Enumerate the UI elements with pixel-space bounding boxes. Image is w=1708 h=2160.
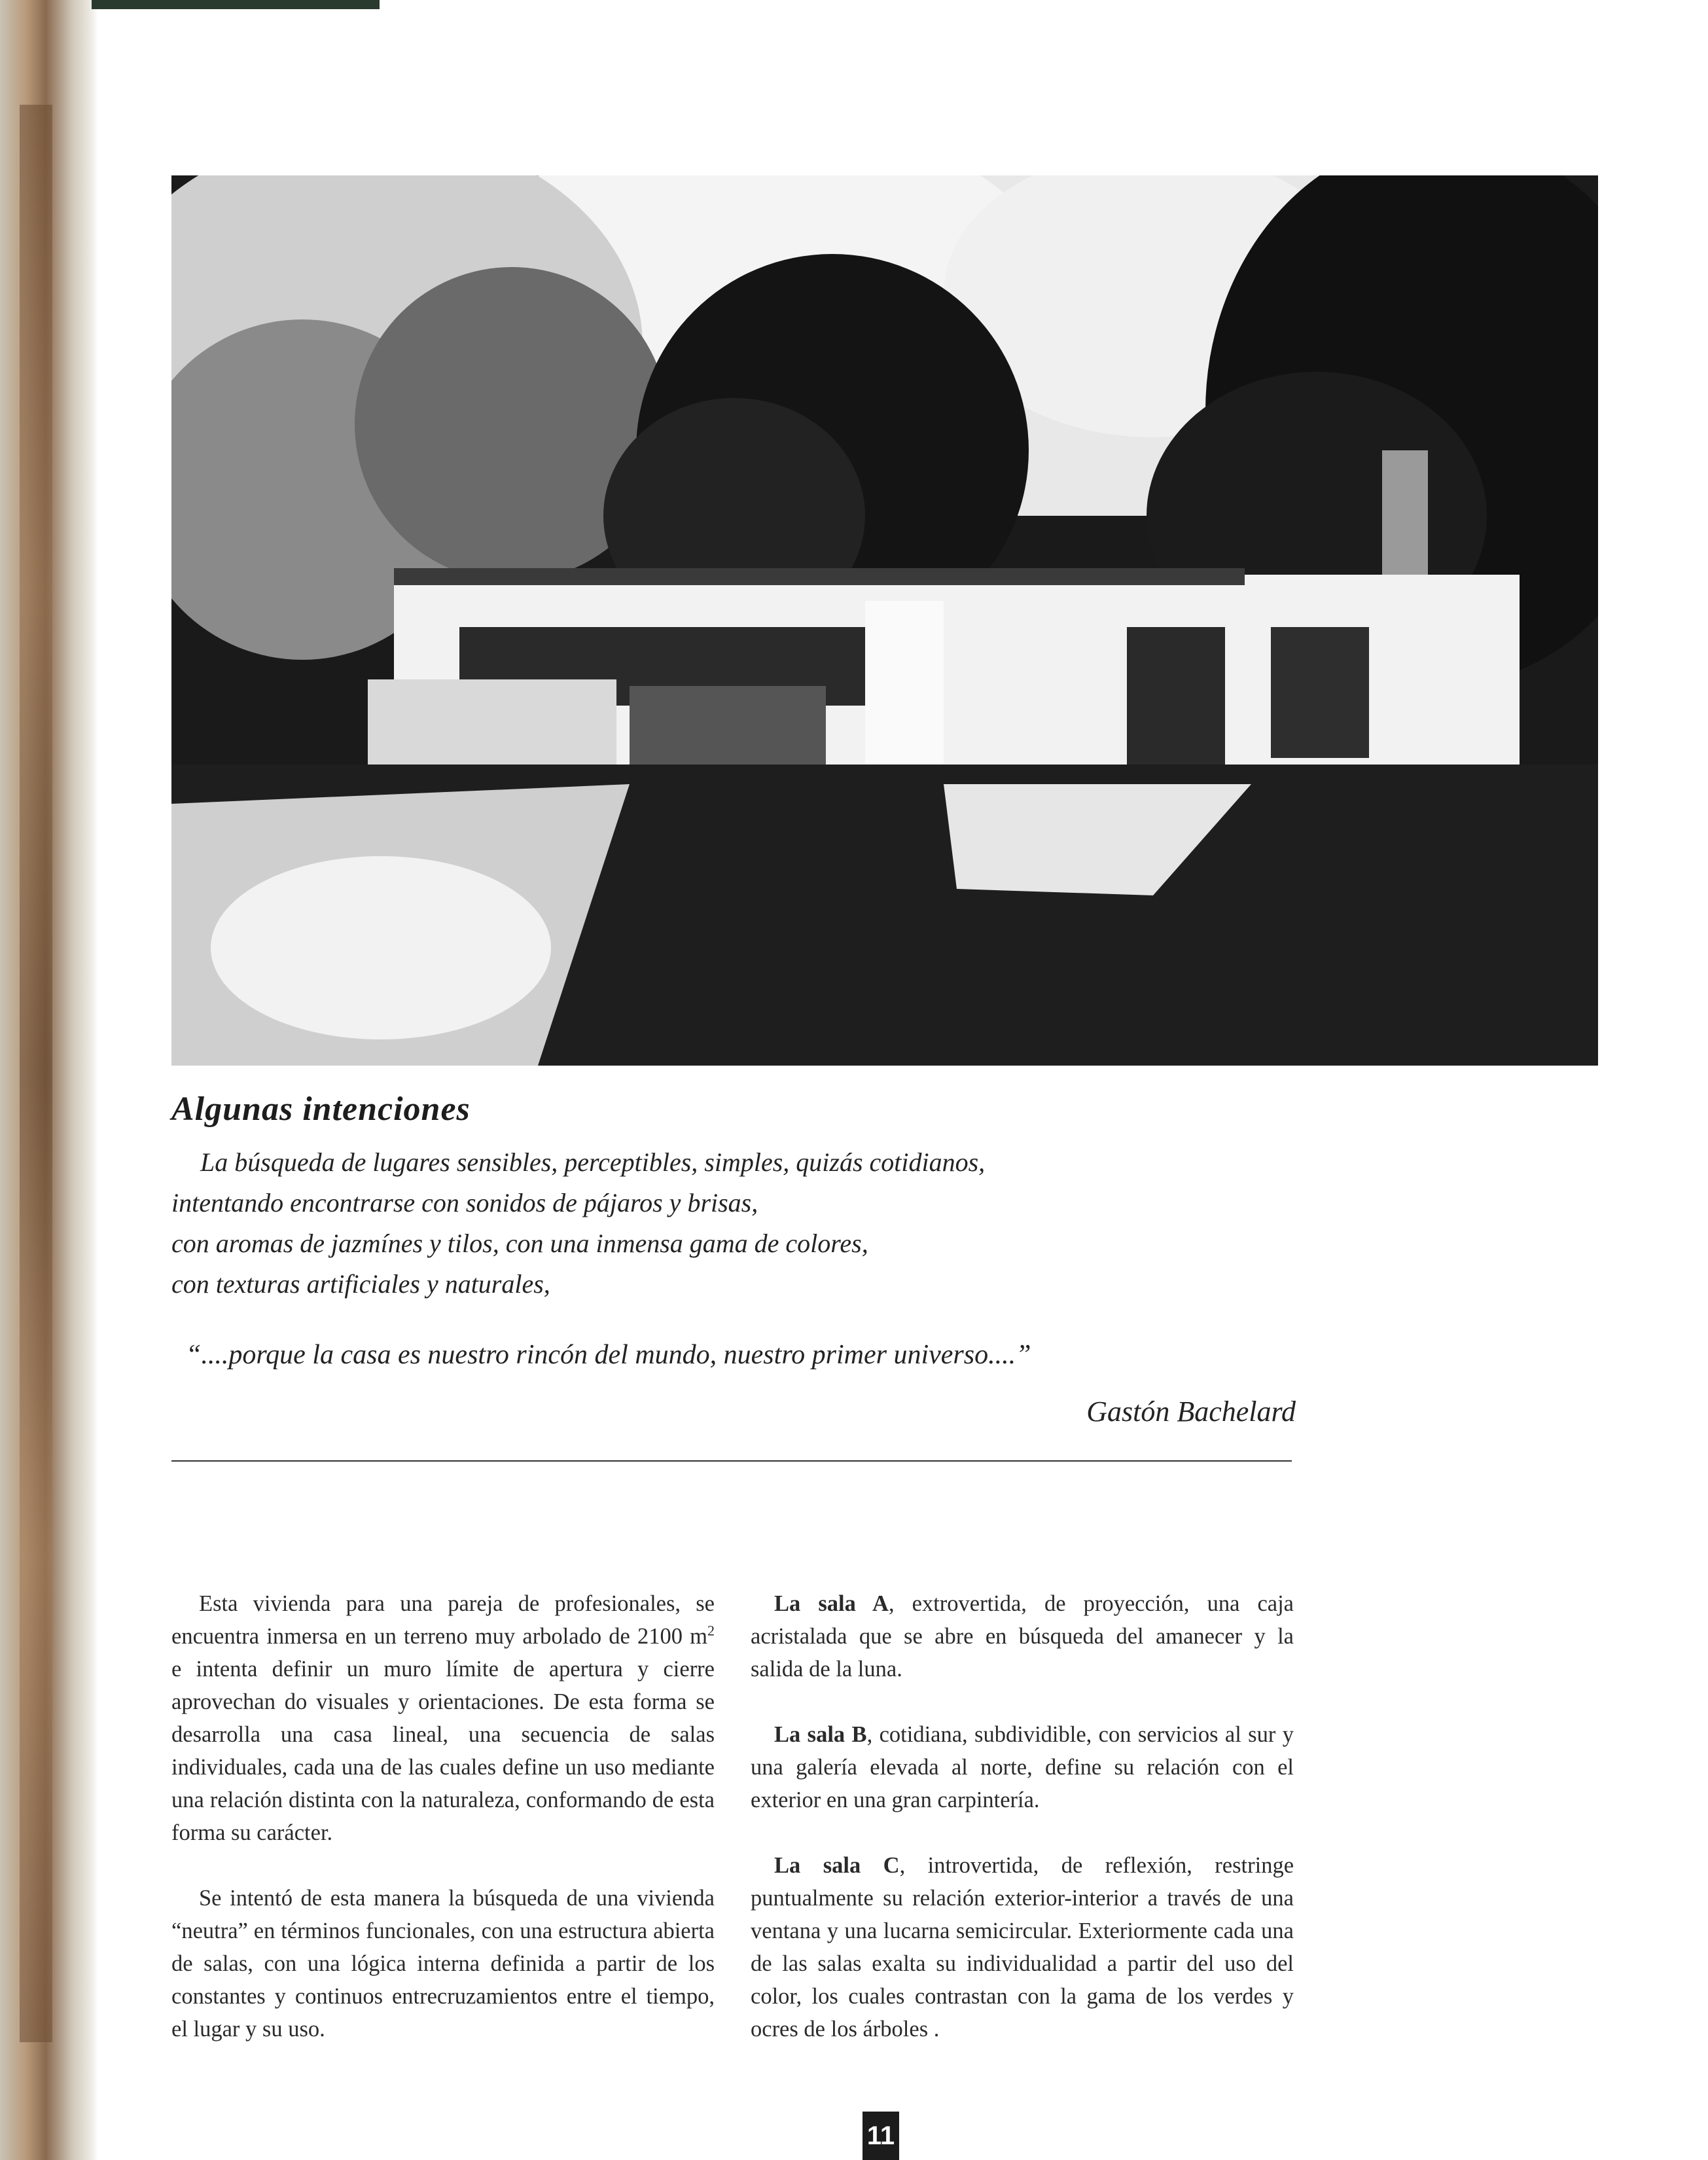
poem-line: La búsqueda de lugares sensibles, perceptibles, simples, quizás cotidianos,: [200, 1147, 986, 1177]
body-text: , cotidiana, subdividible, con servicios al sur y una galería elevada al norte, define su relación con el exterior en una gran carpintería.: [751, 1722, 1294, 1812]
page-number: 11: [863, 2112, 899, 2160]
right-text-column: [751, 1587, 1294, 2045]
body-text: , extrovertida, de proyección, una caja acristalada que se abre en búsqueda del amanecer y la salida de la luna.: [751, 1591, 1294, 1682]
top-color-mark: [92, 0, 380, 9]
bachelard-quote: “....porque la casa es nuestro rincón del mundo, nuestro primer universo....”: [186, 1340, 1031, 1370]
book-gutter: [0, 0, 98, 2160]
section-heading: Algunas intenciones: [171, 1090, 471, 1128]
poem-line: con aromas de jazmínes y tilos, con una inmensa gama de colores,: [171, 1229, 868, 1258]
body-text: Esta vivienda para una pareja de profesionales, se encuentra inmersa en un terreno muy arbolado de 2100 m: [171, 1591, 715, 1649]
room-label: La sala C: [774, 1853, 900, 1878]
body-paragraph: [751, 1718, 1294, 1816]
quote-author: Gastón Bachelard: [1086, 1395, 1296, 1428]
house-photograph: [171, 175, 1598, 1066]
house-photo-illustration: [171, 175, 1598, 1066]
room-label: La sala B: [774, 1722, 867, 1747]
poem-block: [171, 1142, 1284, 1305]
superscript: 2: [707, 1622, 715, 1639]
body-text: , introvertida, de reflexión, restringe puntualmente su relación exterior-interior a través de una ventana y una lucarna semicircular. Exteriormente cada una de las salas exalta su individualidad a partir del uso del color, los cuales contrastan con la gama de los verdes y ocres de los árboles .: [751, 1853, 1294, 2042]
book-spine-shadow: [20, 105, 52, 2042]
poem-line: con texturas artificiales y naturales,: [171, 1269, 550, 1299]
room-label: La sala A: [774, 1591, 889, 1616]
body-text: e intenta definir un muro límite de apertura y cierre aprovechan do visuales y orientaciones. De esta forma se desarrolla una casa lineal, una secuencia de salas individuales, cada una de las cuales define un uso mediante una relación distinta con la naturaleza, conformando de esta forma su carácter.: [171, 1657, 715, 1845]
section-divider: [171, 1460, 1292, 1462]
left-text-column: [171, 1587, 715, 2045]
body-paragraph: [751, 1587, 1294, 1685]
body-paragraph: Se intentó de esta manera la búsqueda de una vivienda “neutra” en términos funcionales, con una estructura abierta de salas, con una lógica interna definida a partir de los constantes y continuos entrecruzamientos entre el tiempo, el lugar y su uso.: [171, 1886, 715, 2042]
poem-line: intentando encontrarse con sonidos de pájaros y brisas,: [171, 1188, 758, 1217]
body-paragraph: [751, 1849, 1294, 2045]
body-paragraph: [171, 1587, 715, 1849]
